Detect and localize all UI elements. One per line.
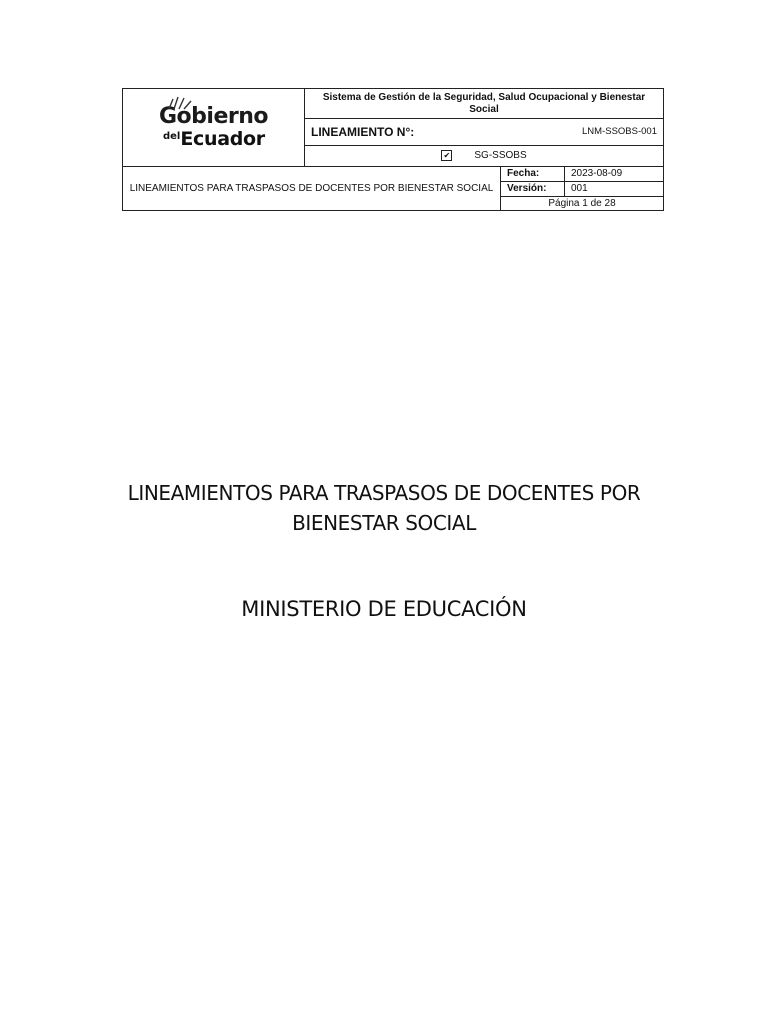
logo-text-ecuador: Ecuador: [180, 127, 265, 150]
logo-text-del: del: [162, 130, 181, 142]
ministry-name: MINISTERIO DE EDUCACIÓN: [241, 597, 527, 621]
sun-rays-icon: [167, 96, 193, 110]
main-title-line-2: BIENESTAR SOCIAL: [292, 511, 476, 535]
checkbox-label: SG-SSOBS: [474, 150, 527, 162]
fecha-value: 2023-08-09: [565, 167, 664, 182]
checkmark-icon: ✔: [441, 150, 452, 161]
logo-text-gobierno: Gobierno: [158, 103, 268, 129]
page-info: Página 1 de 28: [501, 197, 664, 211]
lineamiento-code: LNM-SSOBS-001: [582, 126, 657, 137]
lineamiento-row: [305, 119, 664, 146]
document-main-title: [60, 478, 708, 538]
logo-cell: [123, 89, 305, 167]
version-label: Versión:: [501, 182, 565, 197]
fecha-label: Fecha:: [501, 167, 565, 182]
checkbox-row: [305, 146, 664, 167]
version-value: 001: [565, 182, 664, 197]
document-title-cell: LINEAMIENTOS PARA TRASPASOS DE DOCENTES POR BIENESTAR SOCIAL: [123, 167, 501, 211]
gobierno-ecuador-logo: [158, 103, 268, 152]
document-header-table: [122, 88, 664, 211]
main-title-line-1: LINEAMIENTOS PARA TRASPASOS DE DOCENTES POR: [127, 481, 641, 505]
lineamiento-label: LINEAMIENTO N°:: [311, 125, 415, 139]
system-title: Sistema de Gestión de la Seguridad, Salud Ocupacional y Bienestar Social: [305, 89, 664, 119]
